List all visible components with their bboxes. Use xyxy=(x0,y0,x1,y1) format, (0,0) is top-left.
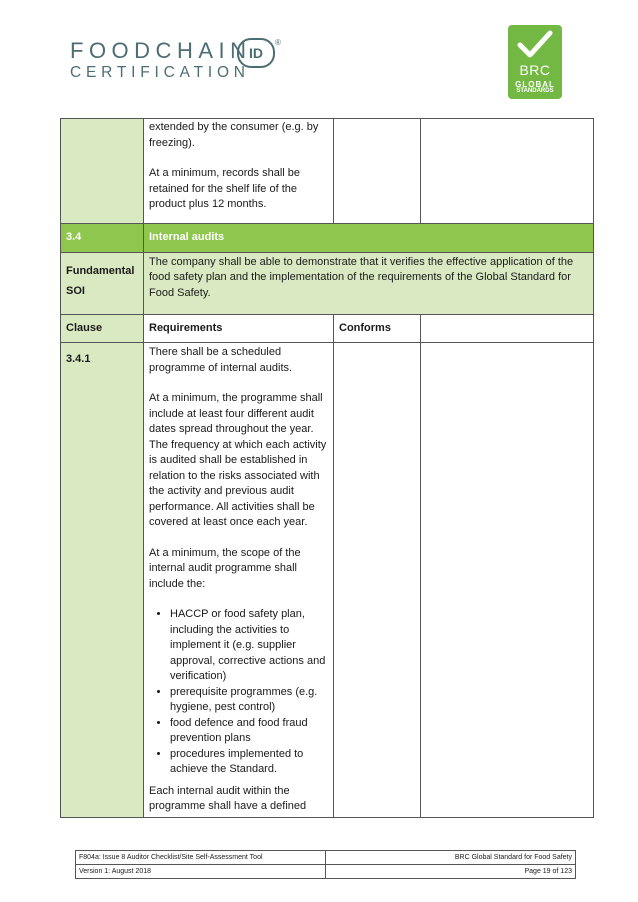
requirement-text: Each internal audit within the programme shall have a defined xyxy=(149,784,307,812)
checkmark-icon xyxy=(517,30,553,60)
clause-column-header: Clause xyxy=(61,315,144,343)
list-item: • prerequisite programmes (e.g. hygiene, pest control) xyxy=(170,685,328,716)
list-item: • procedures implemented to achieve the Standard. xyxy=(170,747,328,778)
clause-cell xyxy=(61,119,144,224)
clause-number: 3.4.1 xyxy=(61,343,144,818)
brc-standards-text: STANDARDS xyxy=(516,88,554,94)
section-title: Internal audits xyxy=(144,223,594,252)
comments-cell[interactable] xyxy=(421,119,594,224)
requirements-cell xyxy=(144,343,334,818)
comments-cell[interactable] xyxy=(421,343,594,818)
requirement-text: At a minimum, the programme shall include at least four different audit dates spread throughout the year. The frequency at which each activity is audited shall be established in relation to the risks associated with the activity and previous audit performance. All activities shall be covered at least once each year. xyxy=(149,392,327,528)
clause-row-3-4-1 xyxy=(61,343,594,818)
fundamental-label-line2: SOI xyxy=(66,284,85,297)
audit-scope-list xyxy=(149,607,328,778)
conforms-cell[interactable] xyxy=(334,119,421,224)
comments-column-header xyxy=(421,315,594,343)
foodchain-id-logo xyxy=(70,38,290,88)
requirement-text: At a minimum, records shall be retained for the shelf life of the product plus 12 months. xyxy=(149,167,300,210)
page-footer xyxy=(75,850,576,879)
requirement-text: extended by the consumer (e.g. by freezing). xyxy=(149,121,319,149)
logo-certification-text: CERTIFICATION xyxy=(70,64,250,81)
footer-standard-name: BRC Global Standard for Food Safety xyxy=(326,851,576,865)
fundamental-label-line1: Fundamental xyxy=(66,264,135,277)
column-header-row xyxy=(61,315,594,343)
section-number: 3.4 xyxy=(61,223,144,252)
footer-page-number: Page 19 of 123 xyxy=(326,865,576,879)
requirement-text: There shall be a scheduled programme of internal audits. xyxy=(149,346,293,374)
fundamental-row xyxy=(61,252,594,315)
conforms-column-header: Conforms xyxy=(334,315,421,343)
conforms-cell[interactable] xyxy=(334,343,421,818)
brc-global-text: GLOBAL xyxy=(515,80,555,89)
requirements-column-header: Requirements xyxy=(144,315,334,343)
fundamental-label xyxy=(61,252,144,315)
fundamental-statement: The company shall be able to demonstrate that it verifies the effective application of the food safety plan and the implementation of the requirements of the Global Standard for Food Safety. xyxy=(144,252,594,315)
footer-document-title: F804a: Issue 8 Auditor Checklist/Site Self-Assessment Tool xyxy=(76,851,326,865)
logo-id-badge: ID xyxy=(237,38,275,68)
requirements-cell xyxy=(144,119,334,224)
checklist-table xyxy=(60,118,594,818)
brc-logo-text: BRC xyxy=(519,62,551,78)
list-item: • HACCP or food safety plan, including the activities to implement it (e.g. supplier approval, corrective actions and verification) xyxy=(170,607,328,685)
continued-row xyxy=(61,119,594,224)
brc-global-standards-logo xyxy=(508,25,562,99)
section-header-row xyxy=(61,223,594,252)
footer-version: Version 1: August 2018 xyxy=(76,865,326,879)
logo-foodchain-text: FOODCHAIN xyxy=(70,38,252,63)
list-item: • food defence and food fraud prevention plans xyxy=(170,716,328,747)
requirement-text: At a minimum, the scope of the internal audit programme shall include the: xyxy=(149,546,301,590)
registered-mark: ® xyxy=(275,38,281,47)
